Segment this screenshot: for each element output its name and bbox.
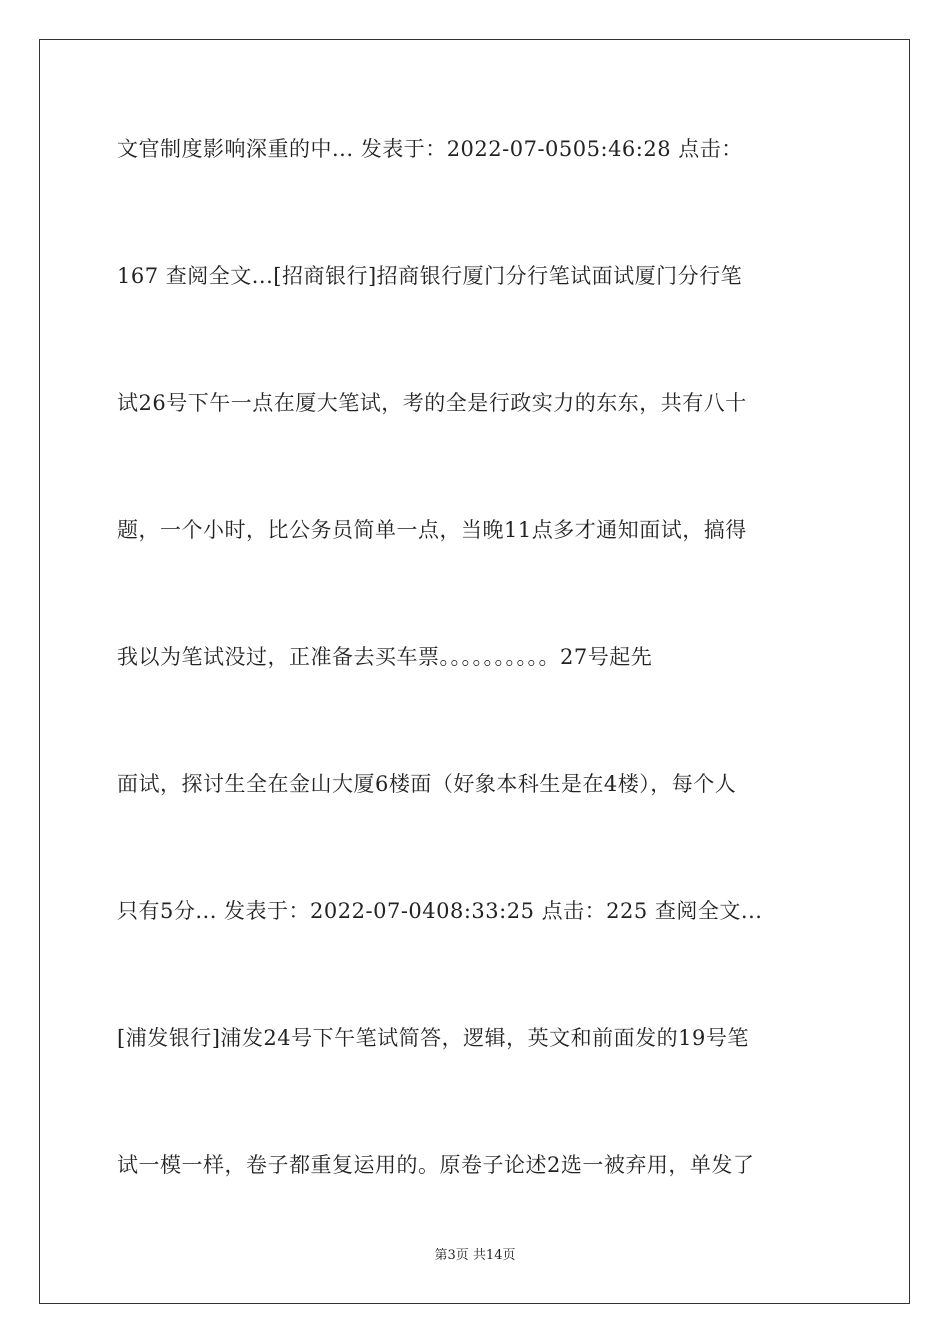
body-text-line: 试26号下午一点在厦大笔试，考的全是行政实力的东东，共有八十 — [117, 391, 747, 415]
body-text-line: 只有5分... 发表于：2022-07-0408:33:25 点击：225 查阅全文... — [117, 899, 763, 923]
body-text-line: 我以为笔试没过，正准备去买车票。。。。。。。。。。27号起先 — [117, 645, 653, 669]
body-text-line: 题，一个小时，比公务员简单一点，当晚11点多才通知面试，搞得 — [117, 518, 747, 542]
body-text-line: 文官制度影响深重的中... 发表于：2022-07-0505:46:28 点击： — [117, 137, 743, 161]
body-text-line: 167 查阅全文...[招商银行]招商银行厦门分行笔试面试厦门分行笔 — [117, 264, 743, 288]
body-text-line: 试一模一样，卷子都重复运用的。原卷子论述2选一被弃用，单发了 — [117, 1153, 755, 1177]
page-number-footer: 第3页 共14页 — [434, 1248, 516, 1263]
body-text-line: 面试，探讨生全在金山大厦6楼面（好象本科生是在4楼），每个人 — [117, 772, 737, 796]
body-text-line: [浦发银行]浦发24号下午笔试简答，逻辑，英文和前面发的19号笔 — [117, 1026, 749, 1050]
